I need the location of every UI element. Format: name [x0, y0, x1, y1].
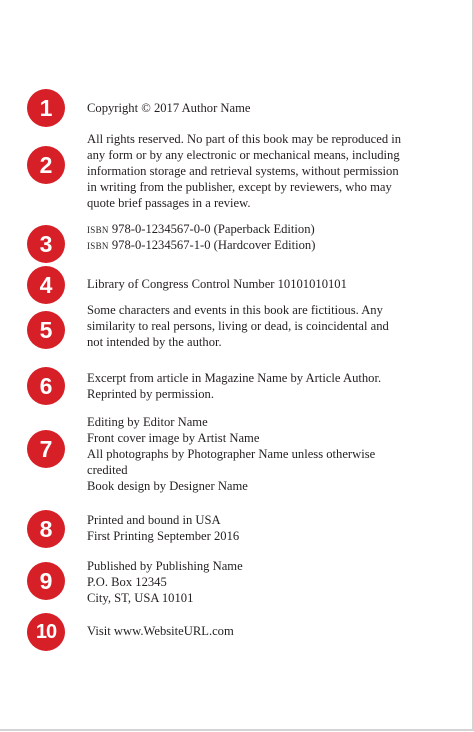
isbn-paperback-line — [87, 222, 467, 238]
isbn-hardcover-line — [87, 238, 467, 254]
number-badge-1: 1 — [27, 89, 65, 127]
number-badge-5: 5 — [27, 311, 65, 349]
credits-line: Book design by Designer Name — [87, 478, 248, 493]
disclaimer-line: similarity to real persons, living or dead, is coincidental and — [87, 318, 389, 333]
number-badge-2: 2 — [27, 146, 65, 184]
excerpt-line: Reprinted by permission. — [87, 386, 214, 401]
number-badge-6: 6 — [27, 367, 65, 405]
entry-text-5 — [87, 303, 467, 351]
printing-line: First Printing September 2016 — [87, 528, 240, 543]
disclaimer-line: Some characters and events in this book are fictitious. Any — [87, 303, 383, 317]
number-badge-3: 3 — [27, 225, 65, 263]
entry-text-9 — [87, 559, 467, 607]
rights-line: quote brief passages in a review. — [87, 195, 251, 210]
isbn-label: isbn — [87, 222, 109, 236]
credits-line: credited — [87, 462, 128, 477]
entry-text-6 — [87, 371, 467, 403]
number-badge-9: 9 — [27, 562, 65, 600]
isbn-value: 978-0-1234567-1-0 (Hardcover Edition) — [108, 237, 316, 252]
entry-text-4 — [87, 277, 467, 293]
number-badge-7: 7 — [27, 430, 65, 468]
publisher-line: City, ST, USA 10101 — [87, 590, 194, 605]
entry-text-10 — [87, 624, 467, 640]
number-badge-10: 10 — [27, 613, 65, 651]
rights-line: All rights reserved. No part of this book may be reproduced in — [87, 132, 402, 146]
disclaimer-line: not intended by the author. — [87, 334, 222, 349]
credits-line: Front cover image by Artist Name — [87, 430, 260, 445]
website-line: Visit www.WebsiteURL.com — [87, 624, 234, 638]
rights-line: any form or by any electronic or mechanical means, including — [87, 147, 400, 162]
credits-line: All photographs by Photographer Name unless otherwise — [87, 446, 376, 461]
isbn-value: 978-0-1234567-0-0 (Paperback Edition) — [108, 222, 315, 236]
rights-line: in writing from the publisher, except by reviewers, who may — [87, 179, 392, 194]
entry-text-3 — [87, 222, 467, 254]
printing-line: Printed and bound in USA — [87, 513, 221, 527]
entry-text-7 — [87, 415, 467, 495]
credits-line: Editing by Editor Name — [87, 415, 208, 429]
lccn-line: Library of Congress Control Number 10101010101 — [87, 277, 347, 291]
publisher-line: Published by Publishing Name — [87, 559, 243, 573]
entry-text-2 — [87, 132, 467, 212]
entry-text-1 — [87, 101, 467, 117]
copyright-line: Copyright © 2017 Author Name — [87, 101, 251, 115]
number-badge-8: 8 — [27, 510, 65, 548]
publisher-line: P.O. Box 12345 — [87, 574, 167, 589]
rights-line: information storage and retrieval systems, without permission — [87, 163, 399, 178]
isbn-label: isbn — [87, 237, 109, 252]
excerpt-line: Excerpt from article in Magazine Name by Article Author. — [87, 371, 382, 385]
entry-text-8 — [87, 513, 467, 545]
number-badge-4: 4 — [27, 266, 65, 304]
